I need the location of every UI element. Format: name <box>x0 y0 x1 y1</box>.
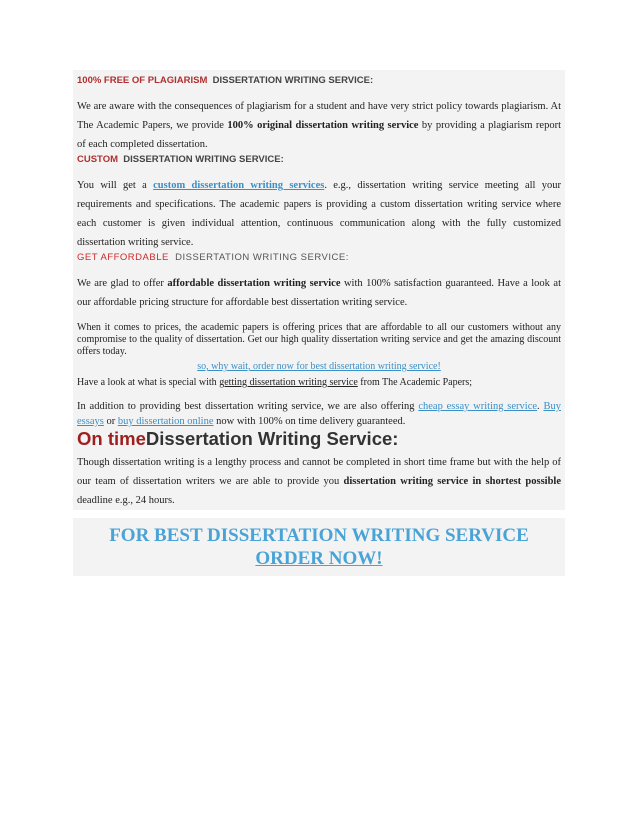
text: now with 100% on time delivery guaranteed. <box>213 416 406 427</box>
cheap-essay-link[interactable]: cheap essay writing service <box>418 401 538 412</box>
text: Have a look at what is special with <box>77 377 220 388</box>
bold-text: dissertation writing service in shortest possible <box>343 476 561 487</box>
heading-rest: DISSERTATION WRITING SERVICE: <box>123 154 284 165</box>
custom-services-link[interactable]: custom dissertation writing services <box>153 180 325 191</box>
order-now-link-line <box>73 358 565 373</box>
paragraph-special <box>73 373 565 389</box>
text: We are glad to offer <box>77 278 168 289</box>
cta-line-2[interactable]: ORDER NOW! <box>255 548 383 569</box>
paragraph-prices: When it comes to prices, the academic papers is offering prices that are affordable to all our customers without any compromise to the quality of dissertation. Get our high quality dissertation writing service and get the amazing discount offers today. <box>77 322 561 357</box>
heading-accent: 100% FREE OF PLAGIARISM <box>77 75 208 86</box>
section-plagiarism <box>73 70 565 154</box>
buy-essays-link[interactable]: Buy essays <box>77 401 561 427</box>
section-heading <box>73 252 565 264</box>
order-now-link[interactable]: so, why wait, order now for best dissertation writing service! <box>197 361 441 372</box>
cta-banner[interactable] <box>73 518 565 576</box>
section-heading <box>73 154 565 166</box>
special-link[interactable]: getting dissertation writing service <box>219 377 358 388</box>
text: In addition to providing best dissertation writing service, we are also offering <box>77 401 419 412</box>
document-body <box>73 70 565 576</box>
section-on-time <box>73 429 565 510</box>
bold-text: affordable dissertation writing service <box>167 278 341 289</box>
paragraph <box>73 176 565 252</box>
heading-rest: DISSERTATION WRITING SERVICE: <box>212 75 374 86</box>
section-custom <box>73 154 565 252</box>
text: deadline e.g., 24 hours. <box>77 495 175 506</box>
text: We are aware with the consequences of plagiarism for a student and have very strict policy towards plagiarism. At The Academic Papers, we provide <box>77 101 561 131</box>
bold-text: 100% original dissertation writing service <box>227 120 419 131</box>
text: You will get a <box>77 180 154 191</box>
paragraph <box>73 453 565 510</box>
section-heading <box>73 70 565 87</box>
heading-accent: GET AFFORDABLE <box>77 252 169 263</box>
text: . <box>537 401 544 412</box>
heading-rest: DISSERTATION WRITING SERVICE: <box>175 252 349 263</box>
heading-accent: On time <box>77 428 146 449</box>
text: or <box>103 416 118 427</box>
heading-rest: Dissertation Writing Service: <box>145 428 399 449</box>
cta-line-1[interactable]: FOR BEST DISSERTATION WRITING SERVICE <box>109 525 529 546</box>
buy-dissertation-link[interactable]: buy dissertation online <box>117 416 214 427</box>
text: Though dissertation writing is a lengthy process and cannot be completed in short time frame but with the help of our team of dissertation writers we are able to provide you <box>77 457 561 487</box>
text: . e.g., dissertation writing service meeting all your requirements and specifications. The academic papers is providing a custom dissertation writing service where each customer is given individual attention, continuous communication along with the fully customized dissertation writing service. <box>77 180 562 248</box>
paragraph-addition <box>73 399 565 429</box>
heading-accent: CUSTOM <box>77 154 118 165</box>
section-affordable <box>73 252 565 429</box>
section-heading <box>73 429 565 449</box>
paragraph <box>73 274 565 312</box>
text: by providing a plagiarism report of each completed dissertation. <box>77 120 561 150</box>
text: from The Academic Papers; <box>357 377 473 388</box>
text: with 100% satisfaction guaranteed. Have a look at our affordable pricing structure for affordable best dissertation writing service. <box>77 278 561 308</box>
paragraph <box>73 97 565 154</box>
